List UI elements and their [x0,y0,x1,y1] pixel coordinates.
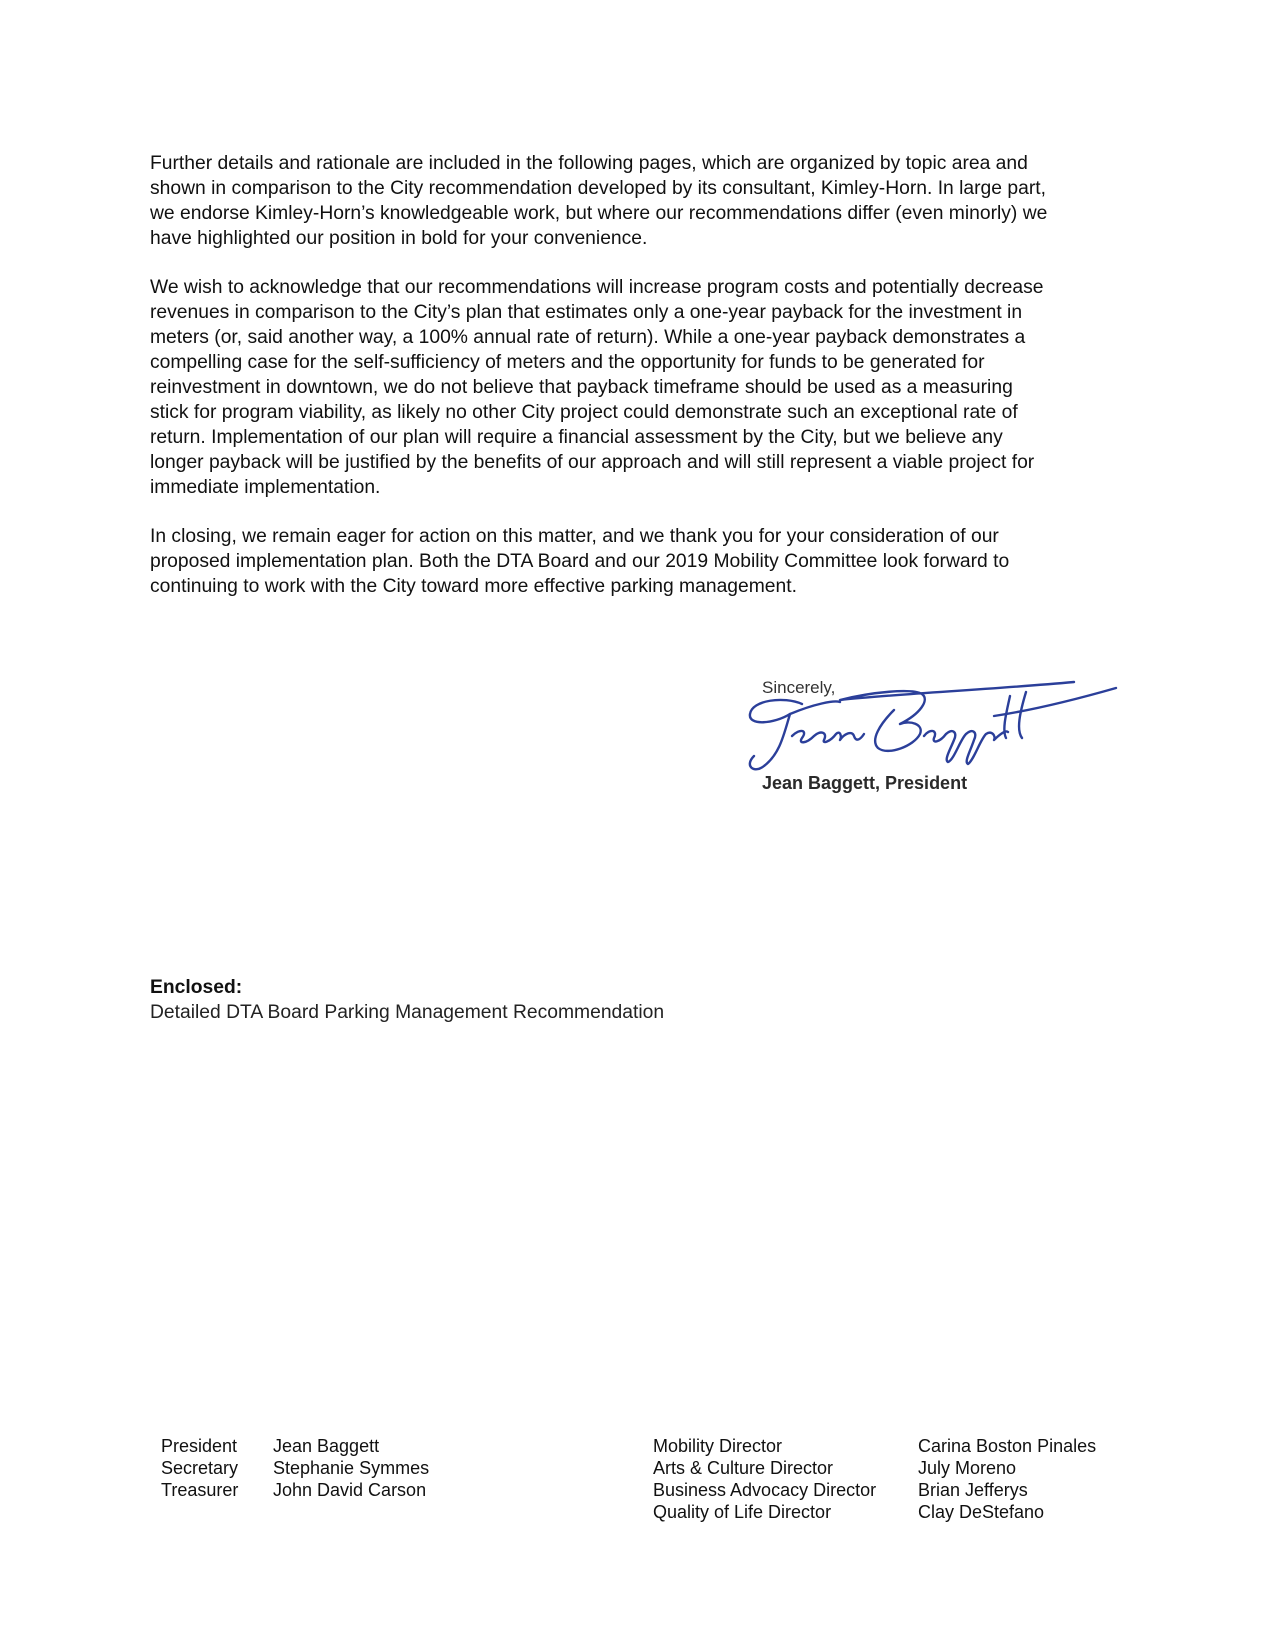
officer-names [273,1435,429,1501]
director-name: Carina Boston Pinales [918,1436,1097,1456]
text-line: we endorse Kimley-Horn’s knowledgeable work, but where our recommendations differ (even minorly) we [150,203,1048,224]
text-line: In closing, we remain eager for action on this matter, and we thank you for your consideration of our [150,526,999,547]
handwritten-signature [744,674,1124,784]
text-line: reinvestment in downtown, we do not believe that payback timeframe should be used as a measuring [150,377,1013,398]
text-line: Further details and rationale are included in the following pages, which are organized by topic area and [150,153,1028,174]
officer-name: Stephanie Symmes [273,1458,430,1478]
text-line: shown in comparison to the City recommendation developed by its consultant, Kimley-Horn. In large part, [150,178,1046,199]
enclosed-item: Detailed DTA Board Parking Management Recommendation [150,1002,665,1023]
letter-body [150,151,1135,623]
signature-block [744,674,1124,804]
enclosure-section [150,975,664,1025]
paragraph-closing [150,524,1135,599]
text-line: continuing to work with the City toward more effective parking management. [150,576,797,597]
officer-name: John David Carson [273,1480,427,1500]
text-line: return. Implementation of our plan will require a financial assessment by the City, but we believe any [150,427,1003,448]
text-line: We wish to acknowledge that our recommendations will increase program costs and potentially decrease [150,277,1044,298]
director-name: July Moreno [918,1458,1017,1478]
closing-salutation: Sincerely, [762,678,836,697]
text-line: have highlighted our position in bold for your convenience. [150,228,648,249]
text-line: immediate implementation. [150,477,381,498]
text-line: meters (or, said another way, a 100% annual rate of return). While a one-year payback demonstrates a [150,327,1026,348]
director-names [918,1435,1096,1523]
text-line: longer payback will be justified by the benefits of our approach and will still represent a viable project for [150,452,1035,473]
officer-title: President [161,1436,238,1456]
text-line: compelling case for the self-sufficiency of meters and the opportunity for funds to be generated for [150,352,985,373]
officer-titles [161,1435,238,1501]
text-line: stick for program viability, as likely no other City project could demonstrate such an exceptional rate of [150,402,1018,423]
director-title: Arts & Culture Director [653,1458,834,1478]
officer-title: Treasurer [161,1480,239,1500]
officer-name: Jean Baggett [273,1436,380,1456]
paragraph-acknowledgement [150,275,1135,500]
director-name: Brian Jefferys [918,1480,1028,1500]
director-title: Mobility Director [653,1436,783,1456]
text-line: proposed implementation plan. Both the DTA Board and our 2019 Mobility Committee look forward to [150,551,1010,572]
director-title: Business Advocacy Director [653,1480,877,1500]
director-titles [653,1435,876,1523]
director-title: Quality of Life Director [653,1502,832,1522]
paragraph-details [150,151,1135,251]
enclosed-label: Enclosed: [150,977,243,998]
director-name: Clay DeStefano [918,1502,1045,1522]
officer-title: Secretary [161,1458,239,1478]
signer-name-title: Jean Baggett, President [762,773,968,793]
text-line: revenues in comparison to the City’s plan that estimates only a one-year payback for the investment in [150,302,1023,323]
